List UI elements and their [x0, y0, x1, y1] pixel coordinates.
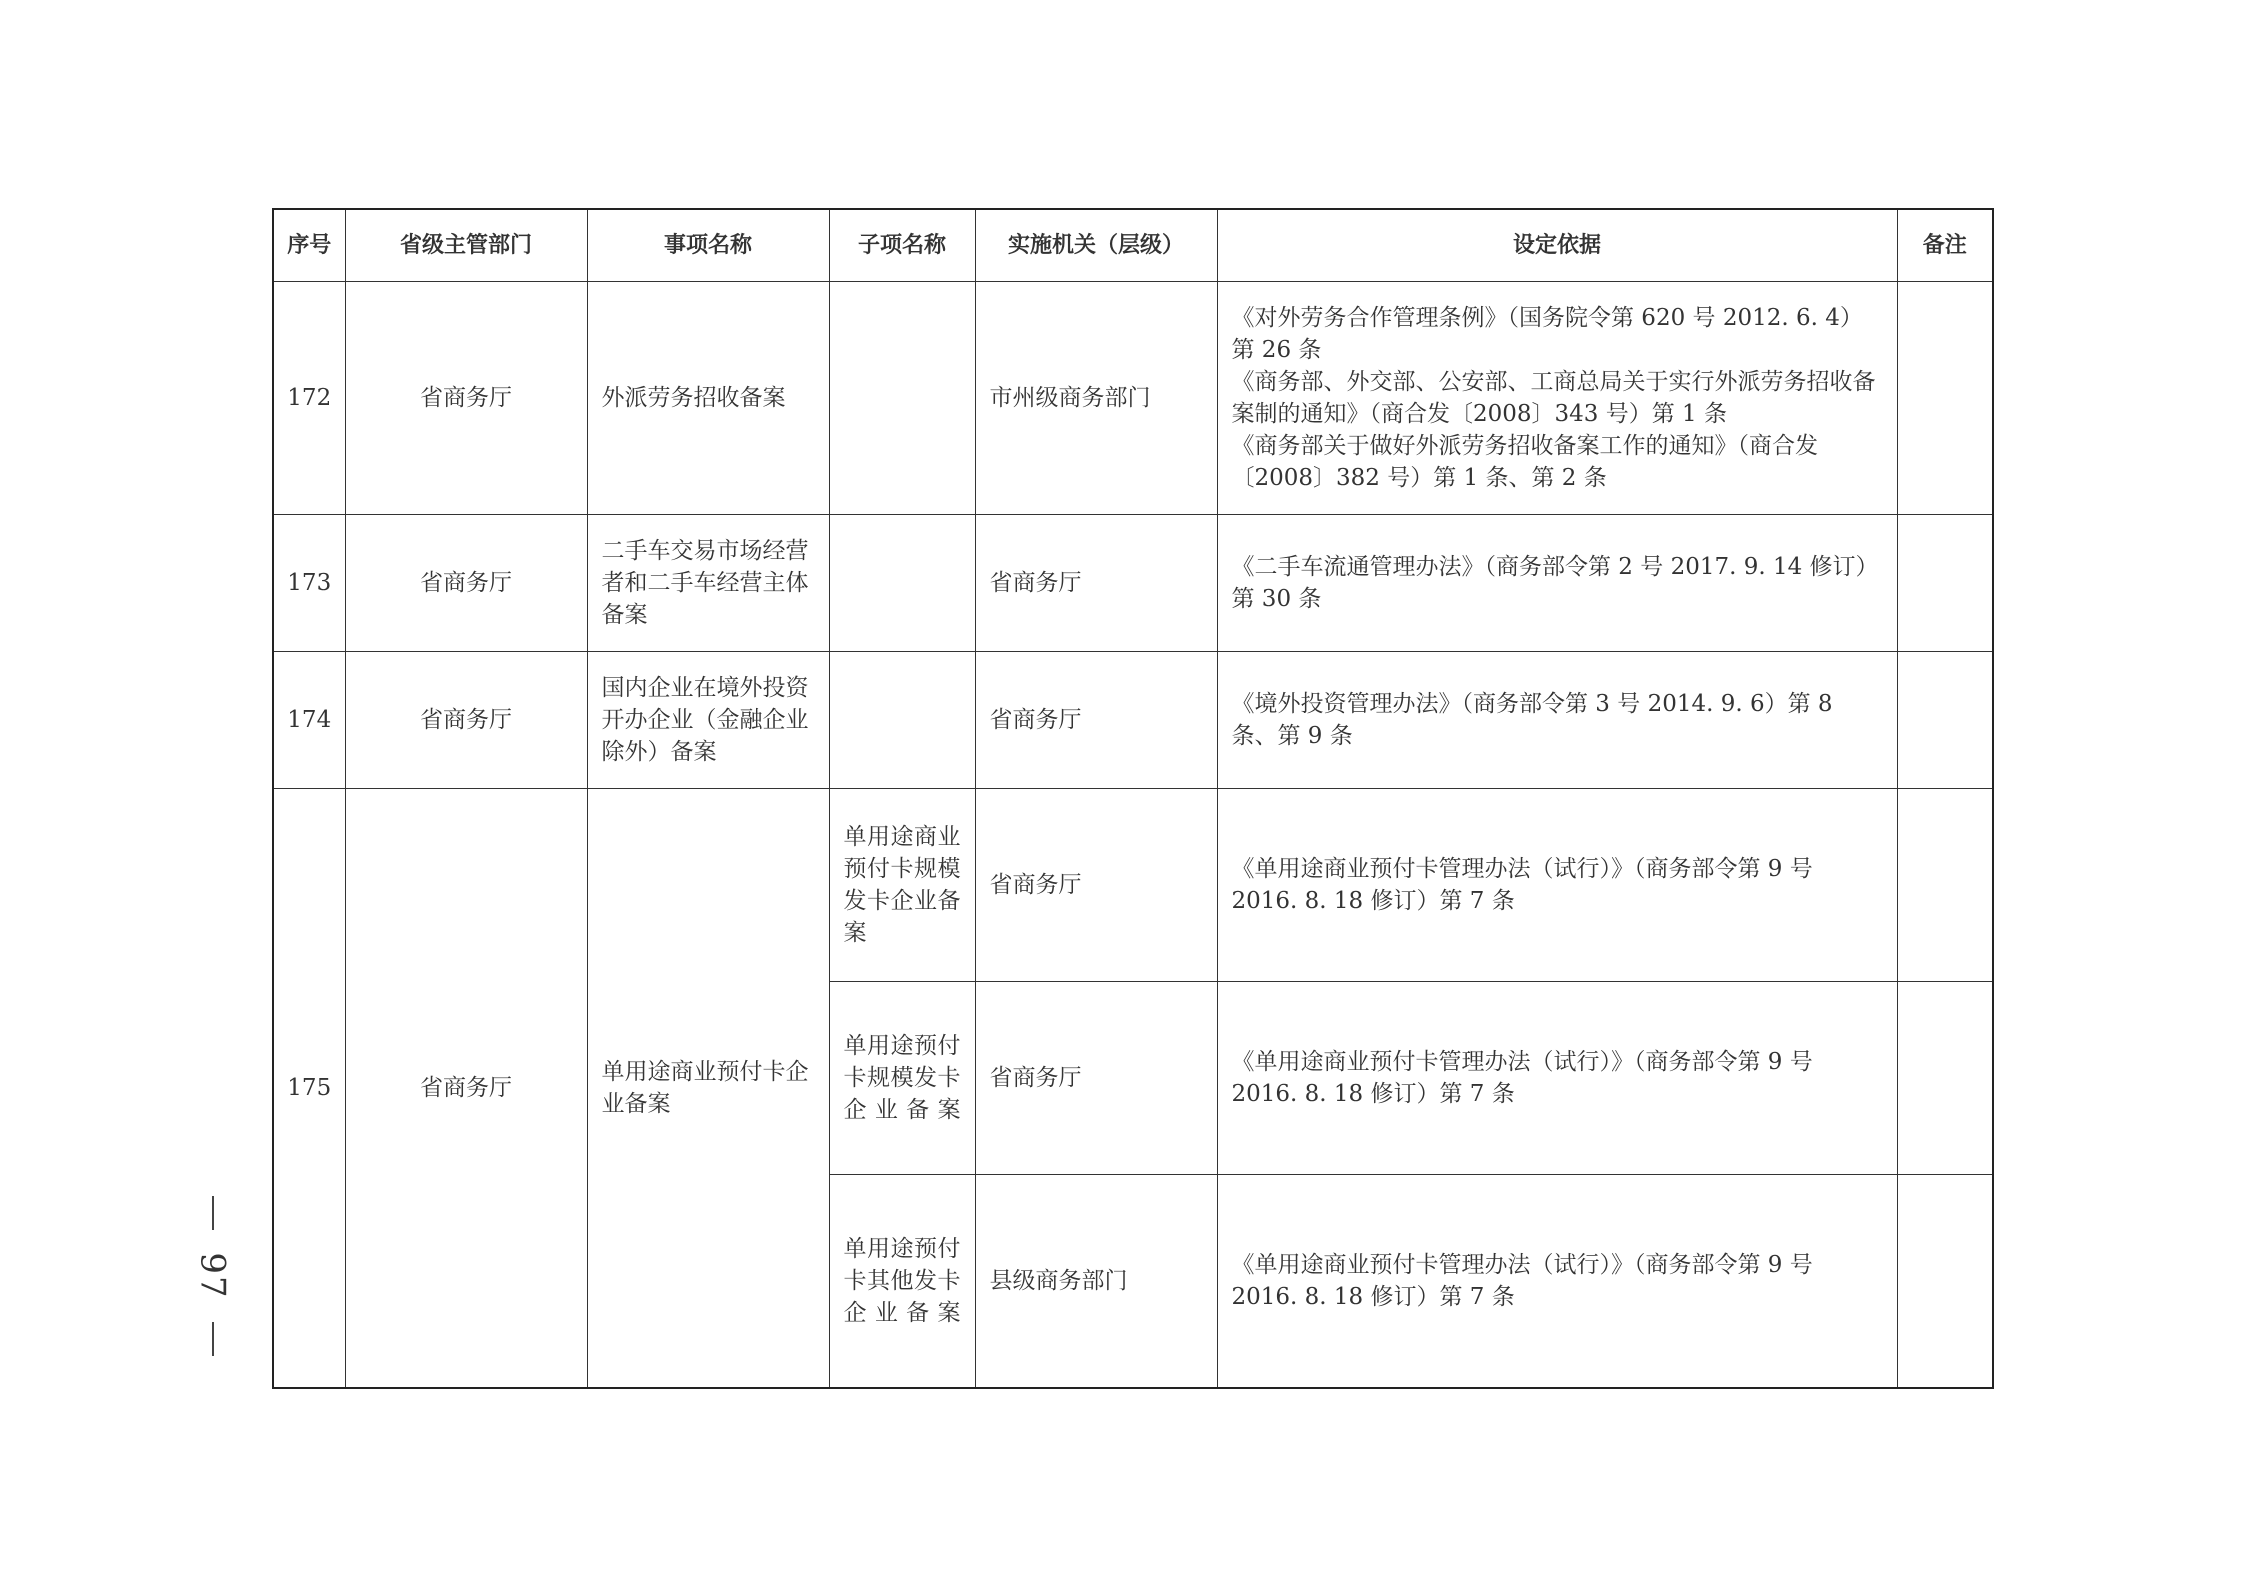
header-agency: 实施机关（层级） — [975, 209, 1217, 282]
cell-agency: 市州级商务部门 — [975, 282, 1217, 515]
cell-remark — [1897, 982, 1993, 1175]
header-basis: 设定依据 — [1217, 209, 1897, 282]
cell-subitem — [829, 515, 975, 652]
cell-remark — [1897, 515, 1993, 652]
table-row — [273, 515, 1993, 652]
header-seq: 序号 — [273, 209, 345, 282]
cell-agency: 省商务厅 — [975, 982, 1217, 1175]
cell-agency: 省商务厅 — [975, 652, 1217, 789]
page-number-dash-bottom — [212, 1322, 214, 1356]
header-remark: 备注 — [1897, 209, 1993, 282]
cell-agency: 省商务厅 — [975, 515, 1217, 652]
cell-dept: 省商务厅 — [345, 282, 587, 515]
cell-item: 外派劳务招收备案 — [587, 282, 829, 515]
header-dept: 省级主管部门 — [345, 209, 587, 282]
cell-agency: 县级商务部门 — [975, 1175, 1217, 1389]
cell-basis: 《单用途商业预付卡管理办法（试行）》（商务部令第 9 号 2016. 8. 18 修订）第 7 条 — [1217, 982, 1897, 1175]
cell-dept: 省商务厅 — [345, 515, 587, 652]
page-number — [193, 1196, 233, 1356]
cell-subitem — [829, 652, 975, 789]
cell-subitem — [829, 282, 975, 515]
record-table — [272, 208, 1994, 1389]
cell-remark — [1897, 282, 1993, 515]
cell-seq: 175 — [273, 789, 345, 1389]
cell-basis: 《二手车流通管理办法》（商务部令第 2 号 2017. 9. 14 修订）第 30 条 — [1217, 515, 1897, 652]
cell-basis: 《单用途商业预付卡管理办法（试行）》（商务部令第 9 号 2016. 8. 18 修订）第 7 条 — [1217, 789, 1897, 982]
cell-basis: 《境外投资管理办法》（商务部令第 3 号 2014. 9. 6）第 8 条、第 9 条 — [1217, 652, 1897, 789]
cell-basis — [1217, 282, 1897, 515]
table-row — [273, 282, 1993, 515]
table-row — [273, 652, 1993, 789]
header-subitem: 子项名称 — [829, 209, 975, 282]
cell-subitem: 单用途商业预付卡规模发卡企业备案 — [829, 789, 975, 982]
cell-item: 单用途商业预付卡企业备案 — [587, 789, 829, 1389]
cell-agency: 省商务厅 — [975, 789, 1217, 982]
cell-remark — [1897, 789, 1993, 982]
cell-item: 国内企业在境外投资开办企业（金融企业除外）备案 — [587, 652, 829, 789]
cell-dept: 省商务厅 — [345, 652, 587, 789]
cell-remark — [1897, 1175, 1993, 1389]
cell-subitem: 单用途预付卡规模发卡企业备案 — [829, 982, 975, 1175]
cell-seq: 172 — [273, 282, 345, 515]
cell-subitem: 单用途预付卡其他发卡企业备案 — [829, 1175, 975, 1389]
header-item: 事项名称 — [587, 209, 829, 282]
table-header-row — [273, 209, 1993, 282]
basis-line: 《对外劳务合作管理条例》（国务院令第 620 号 2012. 6. 4）第 26 条 — [1231, 305, 1863, 363]
page-number-value: 97 — [193, 1252, 234, 1300]
table-row — [273, 789, 1993, 982]
basis-line: 《商务部关于做好外派劳务招收备案工作的通知》（商合发〔2008〕382 号）第 1 条、第 2 条 — [1231, 433, 1818, 491]
cell-dept: 省商务厅 — [345, 789, 587, 1389]
cell-seq: 173 — [273, 515, 345, 652]
cell-remark — [1897, 652, 1993, 789]
cell-seq: 174 — [273, 652, 345, 789]
basis-line: 《商务部、外交部、公安部、工商总局关于实行外派劳务招收备案制的通知》（商合发〔2008〕343 号）第 1 条 — [1231, 369, 1876, 427]
page-number-dash-top — [212, 1196, 214, 1230]
cell-basis: 《单用途商业预付卡管理办法（试行）》（商务部令第 9 号 2016. 8. 18 修订）第 7 条 — [1217, 1175, 1897, 1389]
cell-item: 二手车交易市场经营者和二手车经营主体备案 — [587, 515, 829, 652]
